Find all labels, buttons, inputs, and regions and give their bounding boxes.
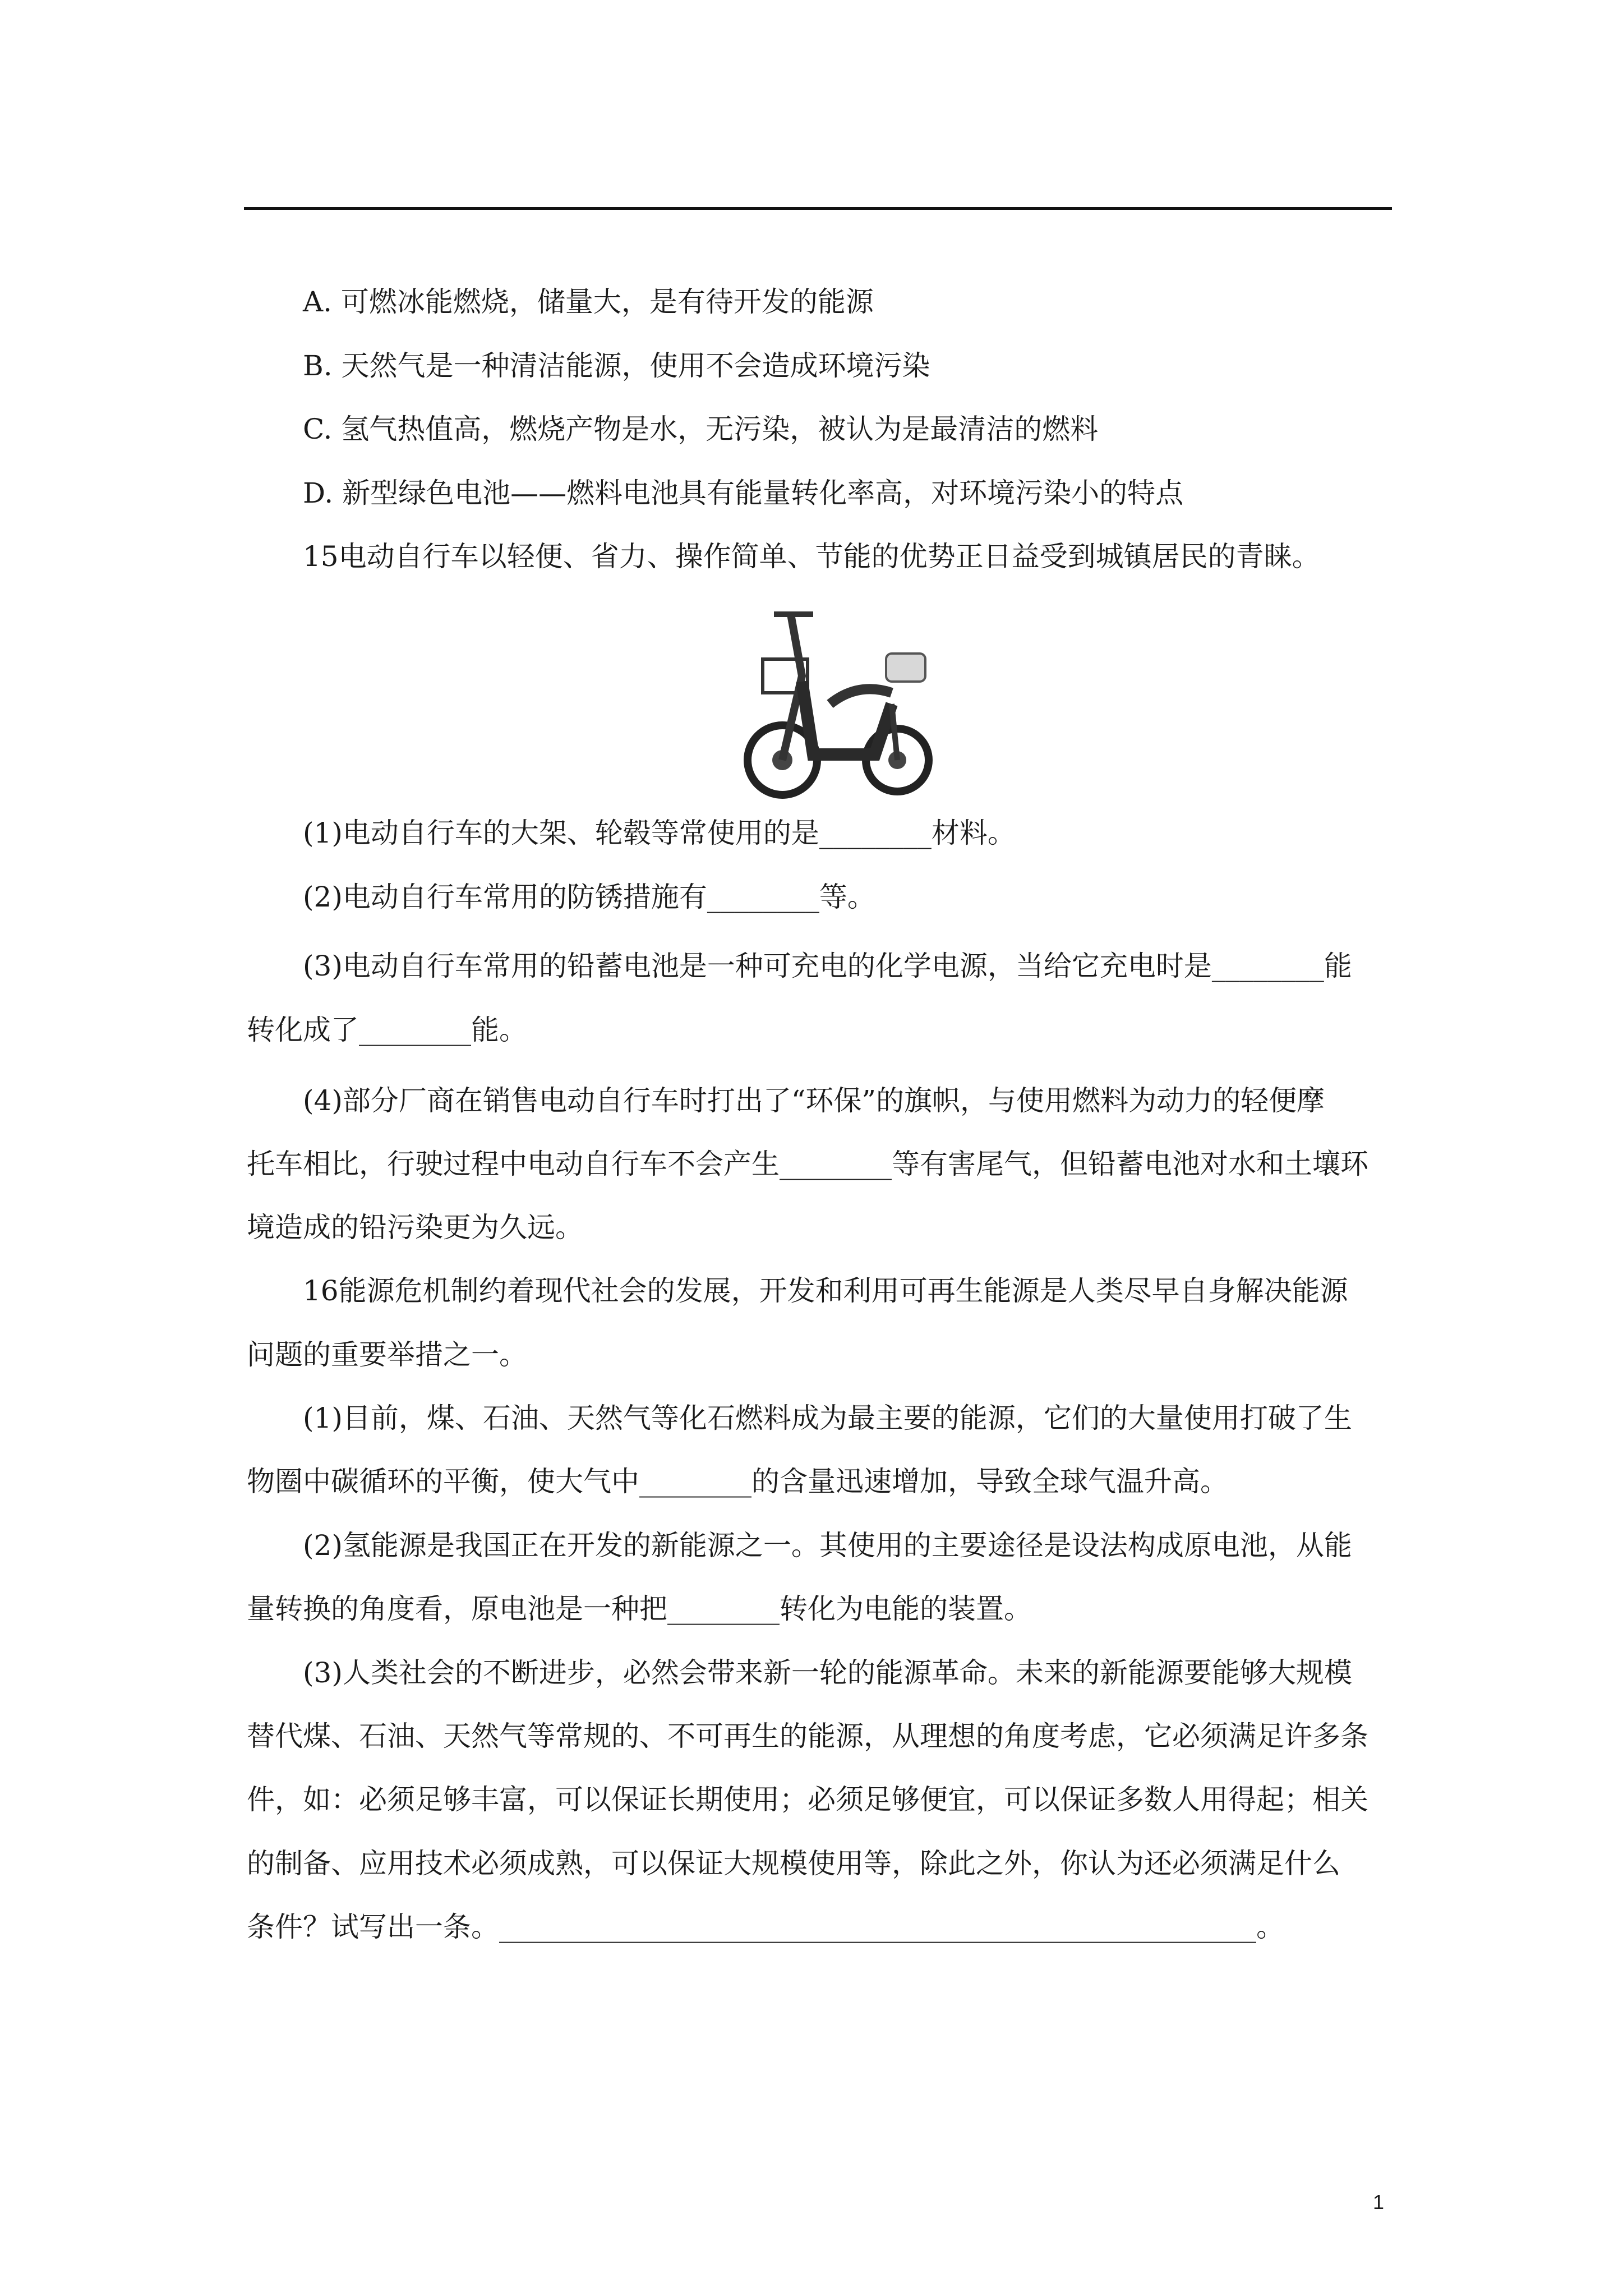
q15-part-2: (2)电动自行车常用的防锈措施有________等。 — [303, 881, 875, 913]
q15-part-3-line-2: 转化成了________能。 — [247, 1014, 527, 1046]
q16-part-3-line-3: 件，如：必须足够丰富，可以保证长期使用；必须足够便宜，可以保证多数人用得起；相关 — [247, 1783, 1368, 1816]
q15-part-4-line-2: 托车相比，行驶过程中电动自行车不会产生________等有害尾气，但铅蓄电池对水和土壤环 — [247, 1148, 1368, 1180]
q15-part-4-line-1: (4)部分厂商在销售电动自行车时打出了“环保”的旗帜，与使用燃料为动力的轻便摩 — [303, 1084, 1325, 1117]
option-c: C. 氢气热值高，燃烧产物是水，无污染，被认为是最清洁的燃料 — [303, 413, 1099, 445]
q16-part-2-line-1: (2)氢能源是我国正在开发的新能源之一。其使用的主要途径是设法构成原电池，从能 — [303, 1529, 1352, 1562]
option-d: D. 新型绿色电池——燃料电池具有能量转化率高，对环境污染小的特点 — [303, 477, 1184, 509]
header-rule — [244, 207, 1392, 210]
q16-part-2-line-2: 量转换的角度看，原电池是一种把________转化为电能的装置。 — [247, 1593, 1032, 1625]
q15-part-3-line-1: (3)电动自行车常用的铅蓄电池是一种可充电的化学电源，当给它充电时是________能 — [303, 950, 1352, 982]
q15-stem: 15电动自行车以轻便、省力、操作简单、节能的优势正日益受到城镇居民的青睐。 — [303, 540, 1320, 573]
q16-part-3-line-4: 的制备、应用技术必须成熟，可以保证大规模使用等，除此之外，你认为还必须满足什么 — [247, 1847, 1340, 1880]
q16-part-3-line-2: 替代煤、石油、天然气等常规的、不可再生的能源，从理想的角度考虑，它必须满足许多条 — [247, 1720, 1368, 1752]
q16-part-3-line-1: (3)人类社会的不断进步，必然会带来新一轮的能源革命。未来的新能源要能够大规模 — [303, 1657, 1352, 1689]
q15-part-1: (1)电动自行车的大架、轮毂等常使用的是________材料。 — [303, 817, 1016, 849]
q16-part-1-line-1: (1)目前，煤、石油、天然气等化石燃料成为最主要的能源，它们的大量使用打破了生 — [303, 1402, 1352, 1434]
q15-part-4-line-3: 境造成的铅污染更为久远。 — [247, 1211, 583, 1244]
electric-bicycle-image — [729, 592, 942, 805]
q16-stem-line-2: 问题的重要举措之一。 — [247, 1338, 527, 1371]
option-b: B. 天然气是一种清洁能源，使用不会造成环境污染 — [303, 349, 930, 382]
page-number: 1 — [1373, 2191, 1385, 2214]
q16-stem-line-1: 16能源危机制约着现代社会的发展，开发和利用可再生能源是人类尽早自身解决能源 — [303, 1274, 1348, 1307]
option-a: A. 可燃冰能燃烧，储量大，是有待开发的能源 — [303, 286, 874, 318]
q16-part-1-line-2: 物圈中碳循环的平衡，使大气中________的含量迅速增加，导致全球气温升高。 — [247, 1465, 1228, 1498]
q16-part-3-line-5: 条件？试写出一条。______________________________________________________。 — [247, 1911, 1284, 1943]
